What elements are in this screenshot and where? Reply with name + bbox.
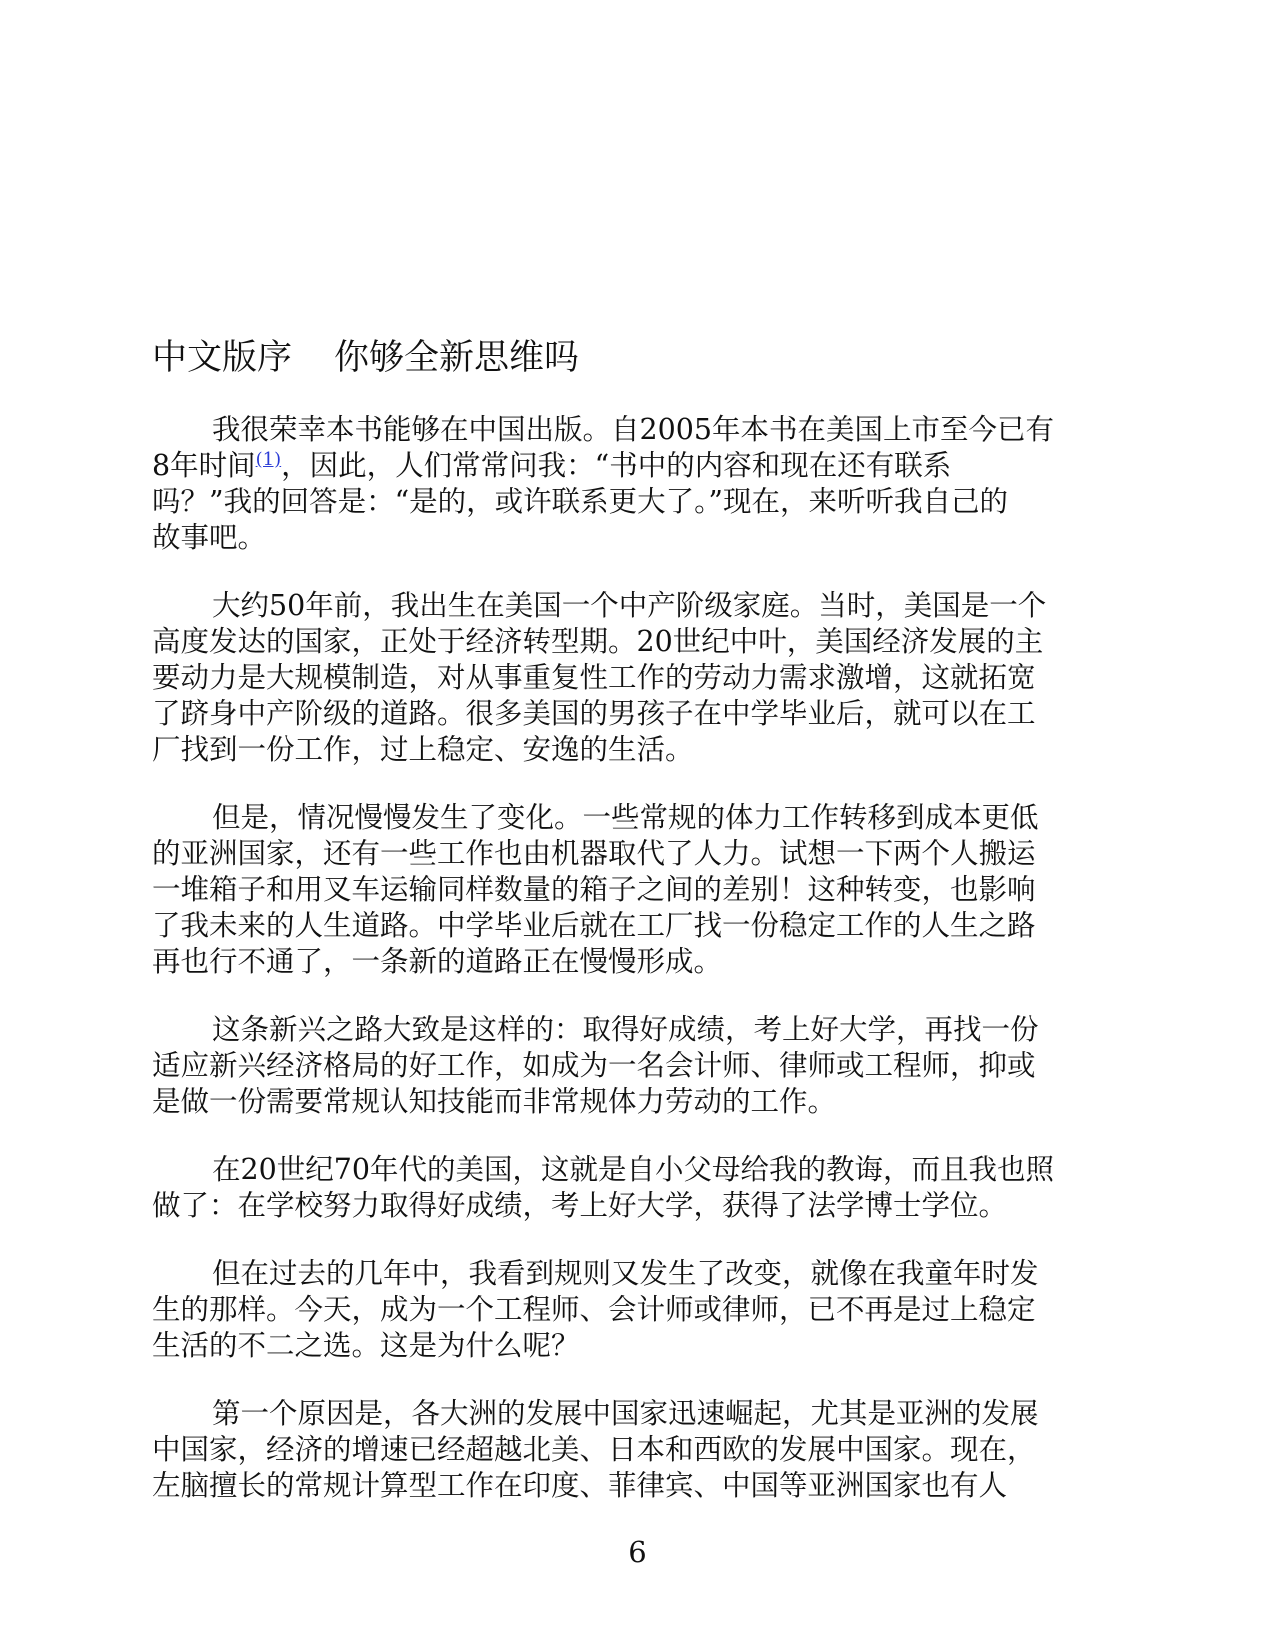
paragraph-line: 了跻身中产阶级的道路。很多美国的男孩子在中学毕业后，就可以在工	[152, 697, 1036, 730]
chapter-title	[152, 336, 1122, 380]
paragraph-line: 但在过去的几年中，我看到规则又发生了改变，就像在我童年时发	[212, 1257, 1039, 1290]
paragraph-line: 的亚洲国家，还有一些工作也由机器取代了人力。试想一下两个人搬运	[152, 837, 1036, 870]
paragraph-3	[152, 800, 1122, 980]
paragraph-line: 这条新兴之路大致是这样的：取得好成绩，考上好大学，再找一份	[212, 1013, 1039, 1046]
paragraph-line: 第一个原因是，各大洲的发展中国家迅速崛起，尤其是亚洲的发展	[212, 1397, 1039, 1430]
paragraph-line: 中国家，经济的增速已经超越北美、日本和西欧的发展中国家。现在，	[152, 1433, 1036, 1466]
paragraph-7	[152, 1396, 1122, 1504]
paragraph-line: 故事吧。	[152, 521, 267, 554]
paragraph-line: 再也行不通了，一条新的道路正在慢慢形成。	[152, 945, 723, 978]
paragraph-line: 要动力是大规模制造，对从事重复性工作的劳动力需求激增，这就拓宽	[152, 661, 1036, 694]
paragraph-2	[152, 588, 1122, 768]
footnote-link[interactable]: (1)	[255, 449, 282, 470]
paragraph-line: 高度发达的国家，正处于经济转型期。20世纪中叶，美国经济发展的主	[152, 625, 1044, 658]
chapter-title-left: 中文版序	[152, 338, 293, 378]
paragraph-line: 吗？”我的回答是：“是的，或许联系更大了。”现在，来听听我自己的	[152, 485, 1008, 518]
page-number: 6	[628, 1535, 647, 1569]
paragraph-line: 一堆箱子和用叉车运输同样数量的箱子之间的差别！这种转变，也影响	[152, 873, 1036, 906]
paragraph-line: 厂找到一份工作，过上稳定、安逸的生活。	[152, 733, 694, 766]
paragraph-6	[152, 1256, 1122, 1364]
paragraph-line: 做了：在学校努力取得好成绩，考上好大学，获得了法学博士学位。	[152, 1189, 1008, 1222]
paragraph-1	[152, 412, 1122, 556]
paragraph-line: 但是，情况慢慢发生了变化。一些常规的体力工作转移到成本更低	[212, 801, 1039, 834]
paragraph-5	[152, 1152, 1122, 1224]
paragraph-line: 大约50年前，我出生在美国一个中产阶级家庭。当时，美国是一个	[212, 589, 1047, 622]
paragraph-4	[152, 1012, 1122, 1120]
paragraph-line: 在20世纪70年代的美国，这就是自小父母给我的教诲，而且我也照	[212, 1153, 1055, 1186]
page-content	[152, 336, 1122, 1504]
paragraph-line: 生活的不二之选。这是为什么呢？	[152, 1329, 580, 1362]
chapter-title-right: 你够全新思维吗	[334, 338, 580, 378]
paragraph-line: 我很荣幸本书能够在中国出版。自2005年本书在美国上市至今已有	[212, 413, 1055, 446]
paragraph-line: 生的那样。今天，成为一个工程师、会计师或律师，已不再是过上稳定	[152, 1293, 1036, 1326]
paragraph-line: 左脑擅长的常规计算型工作在印度、菲律宾、中国等亚洲国家也有人	[152, 1469, 1008, 1502]
paragraph-line: 8年时间$^{(1)}$，因此，人们常常问我：“书中的内容和现在还有联系	[152, 449, 952, 482]
paragraph-line: 是做一份需要常规认知技能而非常规体力劳动的工作。	[152, 1085, 837, 1118]
paragraph-line: 适应新兴经济格局的好工作，如成为一名会计师、律师或工程师，抑或	[152, 1049, 1036, 1082]
paragraph-line: 了我未来的人生道路。中学毕业后就在工厂找一份稳定工作的人生之路	[152, 909, 1036, 942]
